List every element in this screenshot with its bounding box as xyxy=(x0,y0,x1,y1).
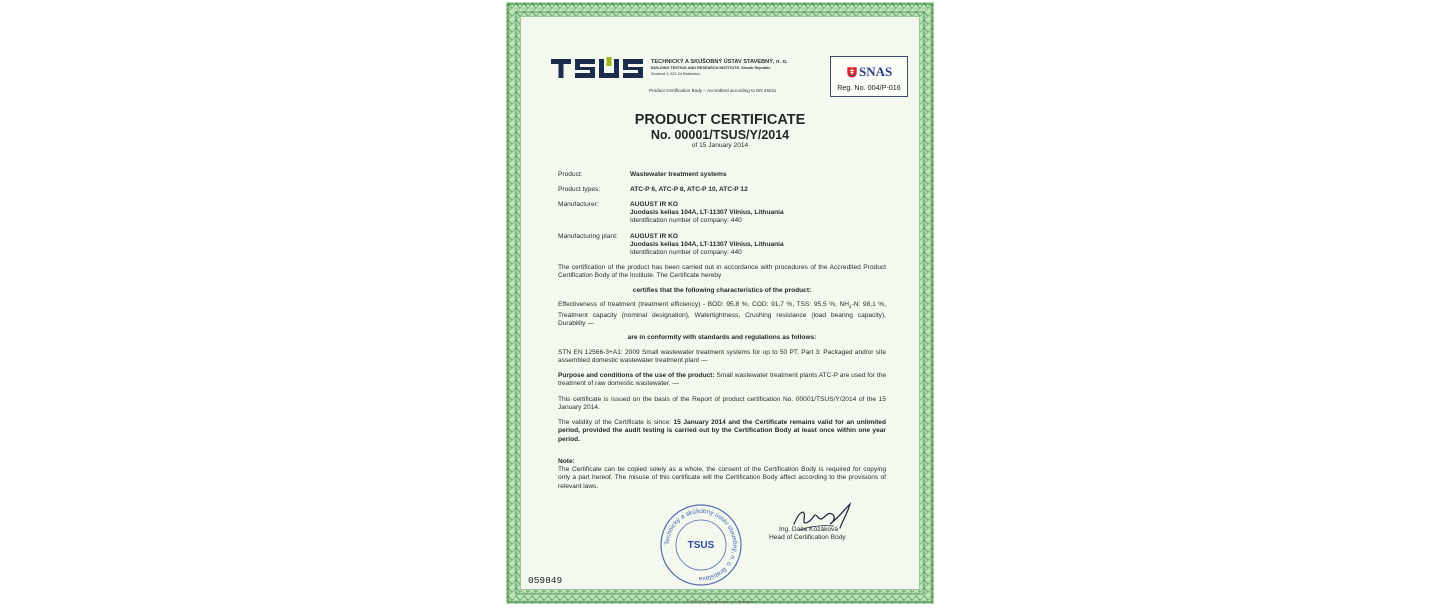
manufacturer-id: Identification number of company: 440 xyxy=(630,217,742,224)
intro-paragraph: The certification of the product has been carried out in accordance with procedures of the Accredited Product Certification Body of the Institute. The Certificate hereby xyxy=(558,264,886,280)
validity-terms: 15 January 2014 and the Certificate remains valid for an unlimited period, provided the audit testing is carried out by the Certification Body at least once within one year period. xyxy=(558,419,886,443)
basis-paragraph: This certificate is issued on the basis of the Report of product certification No. 00001/TSUS/Y/2014 of the 15 January 2014. xyxy=(558,396,886,412)
certificate-date: of 15 January 2014 xyxy=(691,142,749,149)
note-paragraph: The Certificate can be copied solely as a whole, the consent of the Certification Body is required for copying only a part hereof. The misuse of this certificate will the Certification Body affect according to the provisions of relevant laws. xyxy=(558,466,886,490)
certificate-number: No. 00001/TSUS/Y/2014 xyxy=(650,128,790,142)
manufacturer-address: Juodasis kelias 104A, LT-11307 Vilnius, Lithuania xyxy=(630,209,784,216)
purpose-label: Purpose and conditions of the use of the product: xyxy=(558,372,715,379)
accreditation-line: Product Certification Body – Accredited according to EN 45011 xyxy=(649,88,777,93)
certificate xyxy=(506,2,934,604)
stamp-ring-text: Technický a skúšobný ústav stavebný, n. o. Bratislava xyxy=(663,507,739,583)
manufacturer-name: AUGUST IR KO xyxy=(630,201,678,208)
signatory-role: Head of Certification Body xyxy=(769,534,846,541)
validity-paragraph xyxy=(558,419,886,444)
plant-id: Identification number of company: 440 xyxy=(630,249,742,256)
snas-badge xyxy=(830,56,908,97)
characteristics-text-2: -N: 98,1 %, Treatment capacity (nominal designation), Watertightness, Crushing resistance (load bearing capacity), Durability — xyxy=(558,301,887,327)
tsus-logo xyxy=(551,57,646,79)
characteristics-text-1: Effectiveness of treatment (treatment efficiency) - BOD: 95,8 %, COD: 91,7 %, TSS: 95,5 %, NH xyxy=(558,301,850,308)
certificate-title: PRODUCT CERTIFICATE xyxy=(634,112,806,128)
slovak-shield-icon xyxy=(847,67,857,78)
validity-prefix: The validity of the Certificate is since: xyxy=(558,419,674,426)
institute-name: TECHNICKÝ A SKÚŠOBNÝ ÚSTAV STAVEBNÝ, n. o. xyxy=(651,59,788,65)
snas-wordmark: SNAS xyxy=(859,64,893,79)
manufacturer-label: Manufacturer: xyxy=(558,201,599,208)
institute-subtitle: BUILDING TESTING AND RESEARCH INSTITUTE, Slovak Republic xyxy=(651,66,771,70)
official-stamp xyxy=(659,503,743,587)
product-value: Wastewater treatment systems xyxy=(630,171,727,178)
conformity-heading: are in conformity with standards and regulations as follows: xyxy=(627,334,817,341)
stamp-center-logo: TSUS xyxy=(687,540,715,551)
characteristics-paragraph xyxy=(558,301,886,328)
snas-reg-no: Reg. No. 004/P-016 xyxy=(837,83,901,92)
institute-address: Studená 3, 821 04 Bratislava xyxy=(651,72,700,76)
plant-label: Manufacturing plant: xyxy=(558,233,618,240)
signatory-name: Ing. Daša Kozáková xyxy=(779,526,839,533)
plant-name: AUGUST IR KO xyxy=(630,233,678,240)
nh4-subscript: 4 xyxy=(849,304,852,310)
standards-paragraph: STN EN 12566-3+A1: 2009 Small wastewater treatment systems for up to 50 PT. Part 3: Packaged and/or site assembled domestic wastewater treatment plant — xyxy=(558,349,886,365)
serial-number: 059849 xyxy=(528,575,563,586)
product-types-value: ATC-P 6, ATC-P 8, ATC-P 10, ATC-P 12 xyxy=(630,186,748,193)
purpose-text: Small wastewater treatment plants ATC-P are used for the treatment of raw domestic wastewater. — xyxy=(558,372,886,388)
printer-footer: © PROFIN, Harbutič ondo, a.s., Bratislava xyxy=(686,600,754,604)
purpose-paragraph xyxy=(558,372,886,389)
note-label: Note: xyxy=(558,458,575,465)
product-types-label: Product types: xyxy=(558,186,601,193)
certifies-heading: certifies that the following characteristics of the product: xyxy=(632,287,812,294)
product-label: Product: xyxy=(558,171,583,178)
plant-address: Juodasis kelias 104A, LT-11307 Vilnius, Lithuania xyxy=(630,241,784,248)
